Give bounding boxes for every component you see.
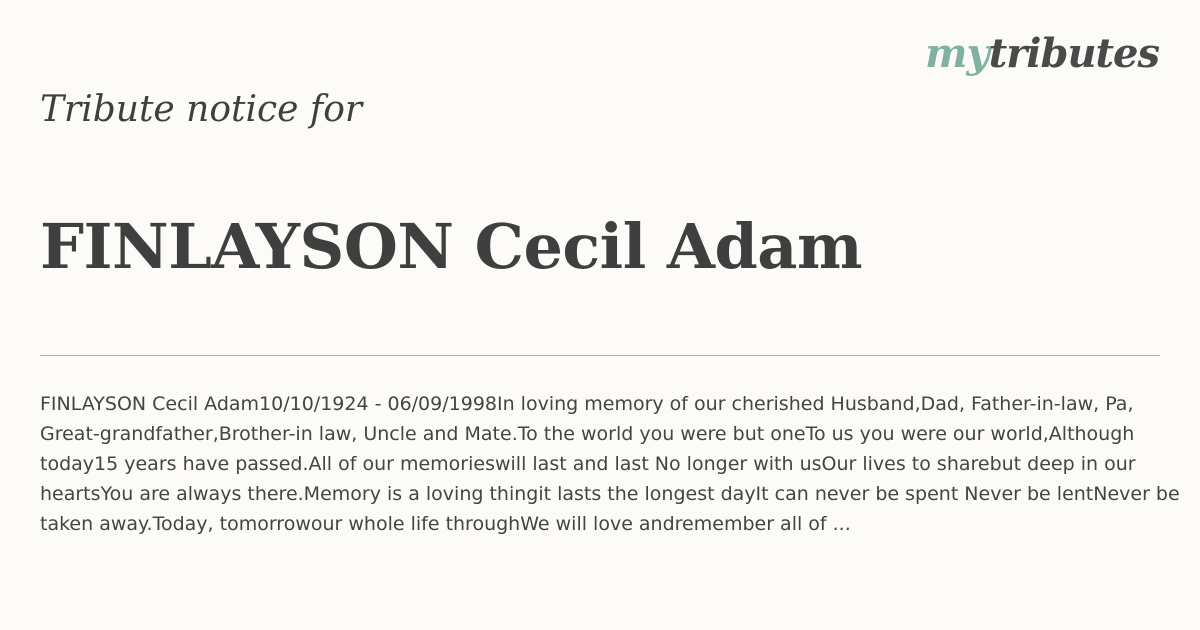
deceased-name: FINLAYSON Cecil Adam	[40, 210, 863, 283]
logo-suffix: tributes	[988, 30, 1159, 77]
mytributes-logo	[925, 30, 1159, 77]
divider	[40, 355, 1160, 356]
logo-prefix: my	[925, 30, 989, 77]
notice-text: FINLAYSON Cecil Adam10/10/1924 - 06/09/1998In loving memory of our cherished Husband,Dad, Father-in-law, Pa, Great-grandfather,Brother-in law, Uncle and Mate.To the world you were but oneTo us you were our world,Although today15 years have passed.All of our memorieswill last and last No longer with usOur lives to sharebut deep in our heartsYou are always there.Memory is a loving thingit lasts the longest dayIt can never be spent Never be lentNever be taken away.Today, tomorrowour whole life throughWe will love andremember all of ...	[40, 393, 1180, 535]
page-subtitle: Tribute notice for	[40, 89, 363, 130]
